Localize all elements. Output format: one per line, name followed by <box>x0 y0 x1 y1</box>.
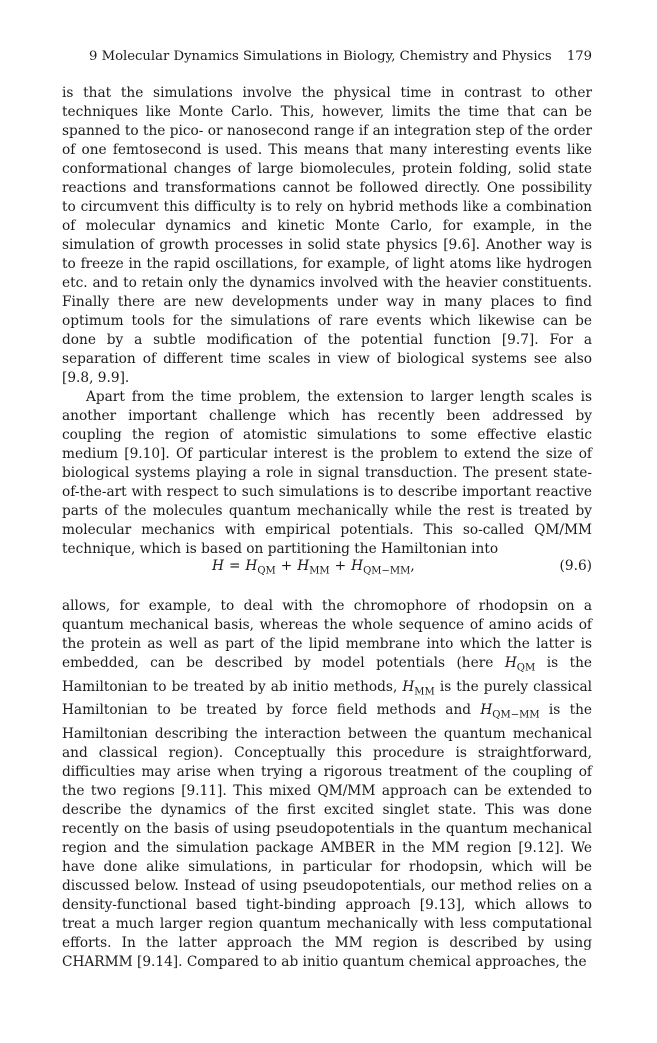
h-qm-symbol: $H_{QM}$ <box>504 655 536 674</box>
equation-body: $H = H_{QM} + H_{MM} + H_{QM-MM}$, <box>212 558 415 577</box>
running-header <box>89 48 592 66</box>
equation-number: (9.6) <box>559 558 592 574</box>
body-text-lower <box>62 597 592 972</box>
h-qmmm-symbol: $H_{QM-MM}$ <box>480 702 540 722</box>
body-text-upper <box>62 84 592 559</box>
running-title: 9 Molecular Dynamics Simulations in Biology, Chemistry and Physics <box>89 49 552 64</box>
paragraph-continuation: is that the simulations involve the physical time in contrast to other techniques like Monte Carlo. This, however, limits the time that can be spanned to the pico- or nanosecond range if an integration step of the order of one femtosecond is used. This means that many interesting events like conformational changes of large biomolecules, protein folding, solid state reactions and transformations cannot be followed directly. One possibility to circumvent this difficulty is to rely on hybrid methods like a combination of molecular dynamics and kinetic Monte Carlo, for example, in the simulation of growth processes in solid state physics [9.6]. Another way is to freeze in the rapid oscillations, for example, of light atoms like hydrogen etc. and to retain only the dynamics involved with the heavier constituents. Finally there are new developments under way in many places to find optimum tools for the simulations of rare events which likewise can be done by a subtle modification of the potential function [9.7]. For a separation of different time scales in view of biological systems see also [9.8, 9.9]. <box>62 85 592 386</box>
page-number: 179 <box>566 49 592 64</box>
h-mm-symbol: $H_{MM}$ <box>402 678 435 698</box>
paragraph-qmmm-intro: Apart from the time problem, the extension to larger length scales is another important challenge which has recently been addressed by coupling the region of atomistic simulations to some effective elastic medium [9.10]. Of particular interest is the problem to extend the size of biological systems playing a role in signal transduction. The present state-of-the-art with respect to such simulations is to describe important reactive parts of the molecules quantum mechanically while the rest is treated by molecular mechanics with empirical potentials. This so-called QM/MM technique, which is based on partitioning the Hamiltonian into <box>62 389 592 557</box>
paragraph-qmmm-discussion: allows, for example, to deal with the chromophore of rhodopsin on a quantum mechanical basis, whereas the whole sequence of amino acids of the protein as well as part of the lipid membrane into which the latter is embedded, can be described by model potentials (here $H_{QM}$ is the Hamiltonian to be treated by ab initio methods, $H_{MM}$ is the purely classical Hamiltonian to be treated by force field methods and $H_{QM-MM}$ is the Hamiltonian describing the interaction between the quantum mechanical and classical region). Conceptually this procedure is straightforward, difficulties may arise when trying a rigorous treatment of the coupling of the two regions [9.11]. This mixed QM/MM approach can be extended to describe the dynamics of the first excited singlet state. This was done recently on the basis of using pseudopotentials in the quantum mechanical region and the simulation package AMBER in the MM region [9.12]. We have done alike simulations, in particular for rhodopsin, which will be discussed below. Instead of using pseudopotentials, our method relies on a density-functional based tight-binding approach [9.13], which allows to treat a much larger region quantum mechanically with less computational efforts. In the latter approach the MM region is described by using CHARMM [9.14]. Compared to ab initio quantum chemical approaches, the <box>62 598 592 971</box>
equation-9-6 <box>62 557 592 576</box>
